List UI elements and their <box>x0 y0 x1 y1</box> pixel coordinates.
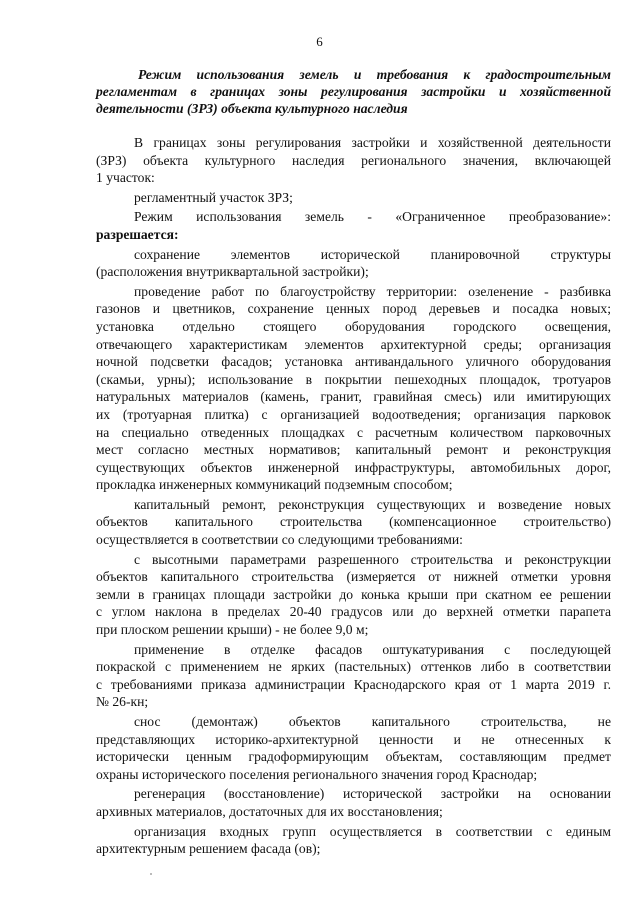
text-line: разрешается: <box>96 226 179 242</box>
page-number: 6 <box>316 34 323 49</box>
text-line: натуральных материалов (камень, гранит, гравийная смесь) или имитирующих <box>96 389 611 405</box>
text-line: (расположения внутриквартальной застройки); <box>96 264 369 280</box>
text-line: снос (демонтаж) объектов капитального строительства, не <box>134 714 611 729</box>
heading-line: деятельности (ЗРЗ) объекта культурного наследия <box>96 101 408 116</box>
text-line: (скамьи, урны); использование в покрытии пешеходных площадок, тротуаров <box>96 371 611 387</box>
scan-speck <box>150 873 152 875</box>
text-line: покраской с применением не ярких (пастельных) оттенков либо в соответствии <box>96 659 611 675</box>
text-line: ночной подсветки фасадов; установка антивандального уличного оборудования <box>96 354 611 370</box>
text-line: осуществляется в соответствии со следующими требованиями: <box>96 532 463 548</box>
body-text <box>96 134 611 858</box>
text-line: архитектурным решением фасада (ов); <box>96 841 321 857</box>
text-line: архивных материалов, достаточных для их восстановления; <box>96 803 443 819</box>
text-line: исторически ценным градоформирующим объектам, составляющим предмет <box>96 749 611 765</box>
text-line: сохранение элементов исторической планировочной структуры <box>134 246 611 262</box>
text-line: их (тротуарная плитка) с организацией водоотведения; организация парковок <box>96 406 611 422</box>
text-line: капитальный ремонт, реконструкция существующих и возведение новых <box>134 496 611 512</box>
text-line: прокладка инженерных коммуникаций подземным способом; <box>96 477 453 493</box>
heading-line: Режим использования земель и требования к градостроительным <box>138 67 611 82</box>
text-line: В границах зоны регулирования застройки и хозяйственной деятельности <box>134 135 611 150</box>
text-line: объектов капитального строительства (компенсационное строительство) <box>96 514 611 530</box>
text-line: 1 участок: <box>96 170 155 186</box>
section-heading <box>96 66 611 117</box>
text-line: (ЗРЗ) объекта культурного наследия регионального значения, включающей <box>96 152 611 168</box>
text-line: существующих объектов инженерной инфраструктуры, автомобильных дорог, <box>96 459 611 475</box>
text-line: установка отдельно стоящего оборудования городского освещения, <box>96 318 611 334</box>
text-line: мест согласно местных нормативов; капитальный ремонт и реконструкция <box>96 442 611 458</box>
text-line: отвечающего характеристикам элементов архитектурной среды; организация <box>96 336 611 352</box>
text-line: охраны исторического поселения регионального значения город Краснодар; <box>96 766 538 782</box>
text-line: земли в границах площади застройки до конька крыши при скатном ее решении <box>96 586 611 602</box>
text-line: при плоском решении крыши) - не более 9,0 м; <box>96 622 369 638</box>
text-line: представляющих историко-архитектурной ценности и не отнесенных к <box>96 731 611 747</box>
text-line: регенерация (восстановление) исторической застройки на основании <box>134 786 611 802</box>
text-line: № 26-кн; <box>96 694 149 710</box>
text-line: организация входных групп осуществляется в соответствии с единым <box>134 823 611 839</box>
heading-line: регламентам в границах зоны регулирования застройки и хозяйственной <box>96 84 611 99</box>
text-line: на специально отведенных площадках с расчетным количеством парковочных <box>96 424 611 440</box>
text-line: проведение работ по благоустройству территории: озеленение - разбивка <box>134 283 611 299</box>
text-line: применение в отделке фасадов оштукатуривания с последующей <box>134 641 611 657</box>
text-line: объектов капитального строительства (измеряется от нижней отметки уровня <box>96 569 611 585</box>
text-line: с требованиями приказа администрации Краснодарского края от 1 марта 2019 г. <box>96 676 611 692</box>
text-line: регламентный участок ЗРЗ; <box>134 189 293 205</box>
text-line: газонов и цветников, сохранение ценных пород деревьев и посадка новых; <box>96 301 611 317</box>
text-line: с углом наклона в пределах 20-40 градусов или до верхней отметки парапета <box>96 604 611 620</box>
text-line: Режим использования земель - «Ограниченное преобразование»: <box>134 209 611 225</box>
text-line: с высотными параметрами разрешенного строительства и реконструкции <box>134 551 611 567</box>
